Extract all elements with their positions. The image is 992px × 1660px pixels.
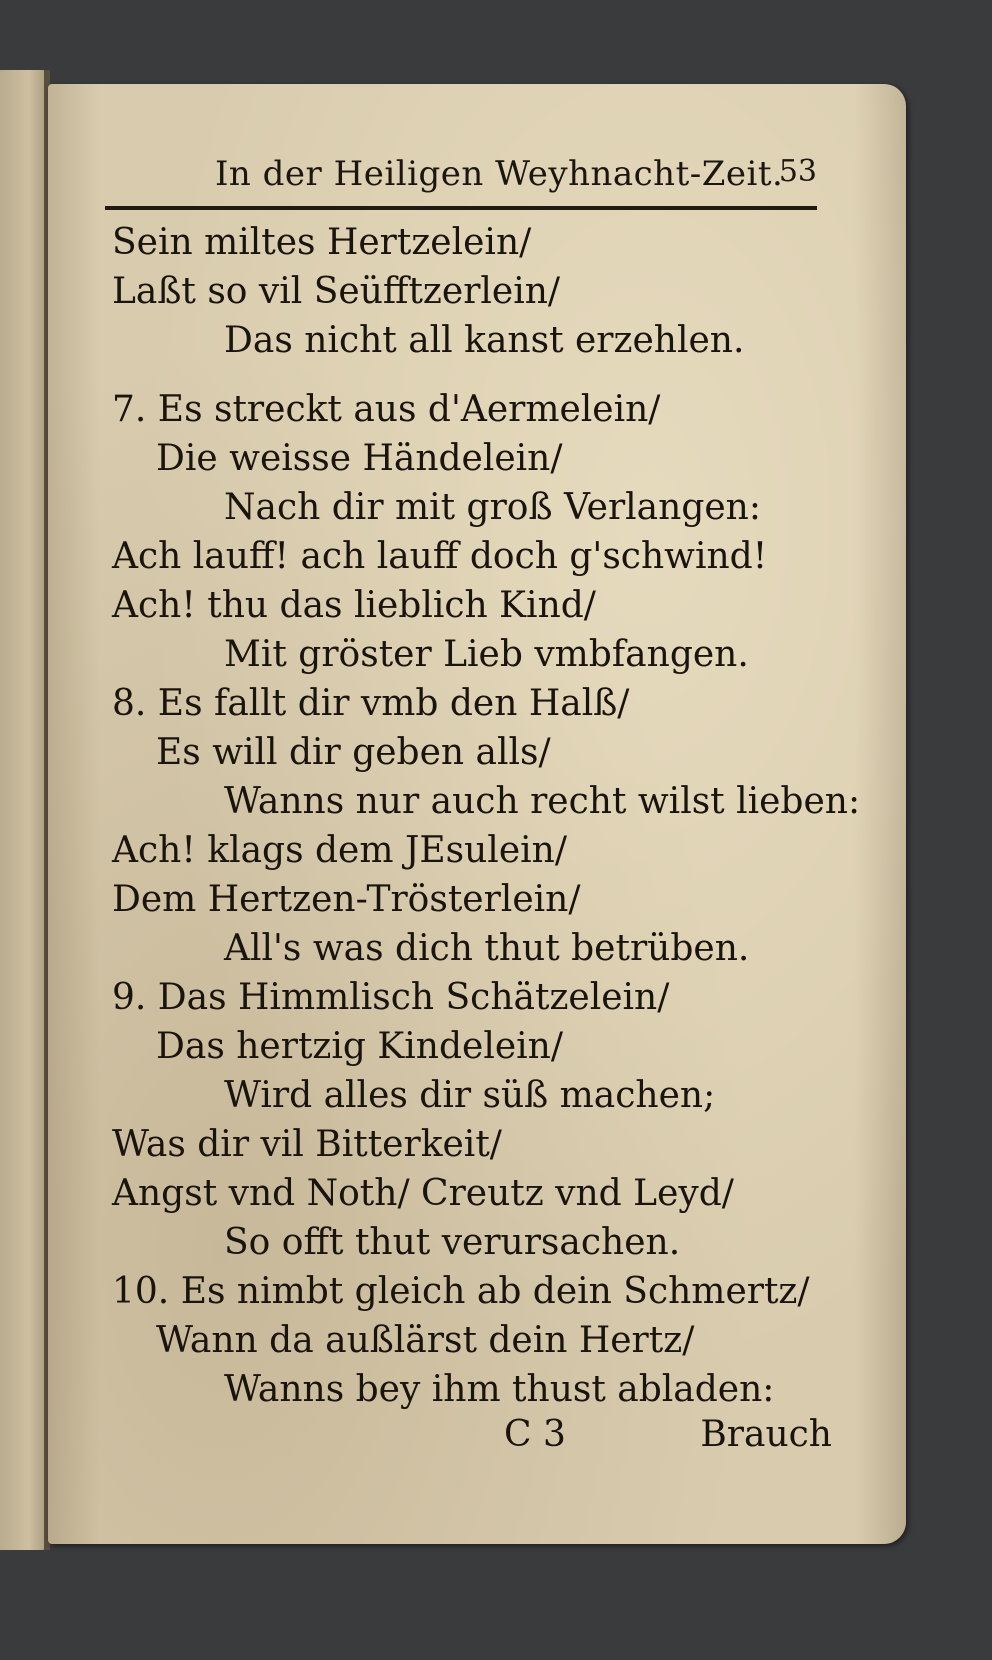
page-footer xyxy=(112,1414,832,1464)
verse-line: All's was dich thut betrüben. xyxy=(224,928,750,969)
verse-line: Das nicht all kanst erzehlen. xyxy=(224,320,745,361)
stanza-gap xyxy=(112,365,832,385)
page-header xyxy=(105,150,825,206)
verse-line: Es will dir geben alls/ xyxy=(156,732,551,773)
verse-line: Angst vnd Noth/ Creutz vnd Leyd/ xyxy=(112,1173,734,1214)
verse-line: Wird alles dir süß machen; xyxy=(224,1075,716,1116)
verse-line: Laßt so vil Seüfftzerlein/ xyxy=(112,271,561,312)
signature-mark: C 3 xyxy=(504,1414,566,1455)
header-rule xyxy=(105,206,817,210)
verse-line: Sein miltes Hertzelein/ xyxy=(112,222,532,263)
verse-line: Ach! thu das lieblich Kind/ xyxy=(112,585,596,626)
catchword: Brauch xyxy=(700,1414,832,1455)
verse-line: Wann da außlärst dein Hertz/ xyxy=(156,1320,695,1361)
verse-line: So offt thut verursachen. xyxy=(224,1222,681,1263)
previous-page-edge xyxy=(0,70,48,1550)
verse-line: Was dir vil Bitterkeit/ xyxy=(112,1124,502,1165)
verse-line: Wanns bey ihm thust abladen: xyxy=(224,1369,775,1410)
verse-line: 8. Es fallt dir vmb den Halß/ xyxy=(112,683,630,724)
verse-line: Nach dir mit groß Verlangen: xyxy=(224,487,761,528)
verse-line: Die weisse Händelein/ xyxy=(156,438,563,479)
verse-line: Dem Hertzen-Trösterlein/ xyxy=(112,879,581,920)
verse-line: Wanns nur auch recht wilst lieben: xyxy=(224,781,861,822)
verse-line: Ach lauff! ach lauff doch g'schwind! xyxy=(112,536,768,577)
verse-line: Mit gröster Lieb vmbfangen. xyxy=(224,634,749,675)
verse-line: 9. Das Himmlisch Schätzelein/ xyxy=(112,977,670,1018)
running-title: In der Heiligen Weyhnacht-Zeit. xyxy=(215,154,784,194)
verse-line: 10. Es nimbt gleich ab dein Schmertz/ xyxy=(112,1271,810,1312)
song-text xyxy=(112,218,861,1414)
page-number: 53 xyxy=(778,154,817,189)
verse-line: 7. Es streckt aus d'Aermelein/ xyxy=(112,389,661,430)
verse-line: Das hertzig Kindelein/ xyxy=(156,1026,563,1067)
verse-line: Ach! klags dem JEsulein/ xyxy=(112,830,567,871)
